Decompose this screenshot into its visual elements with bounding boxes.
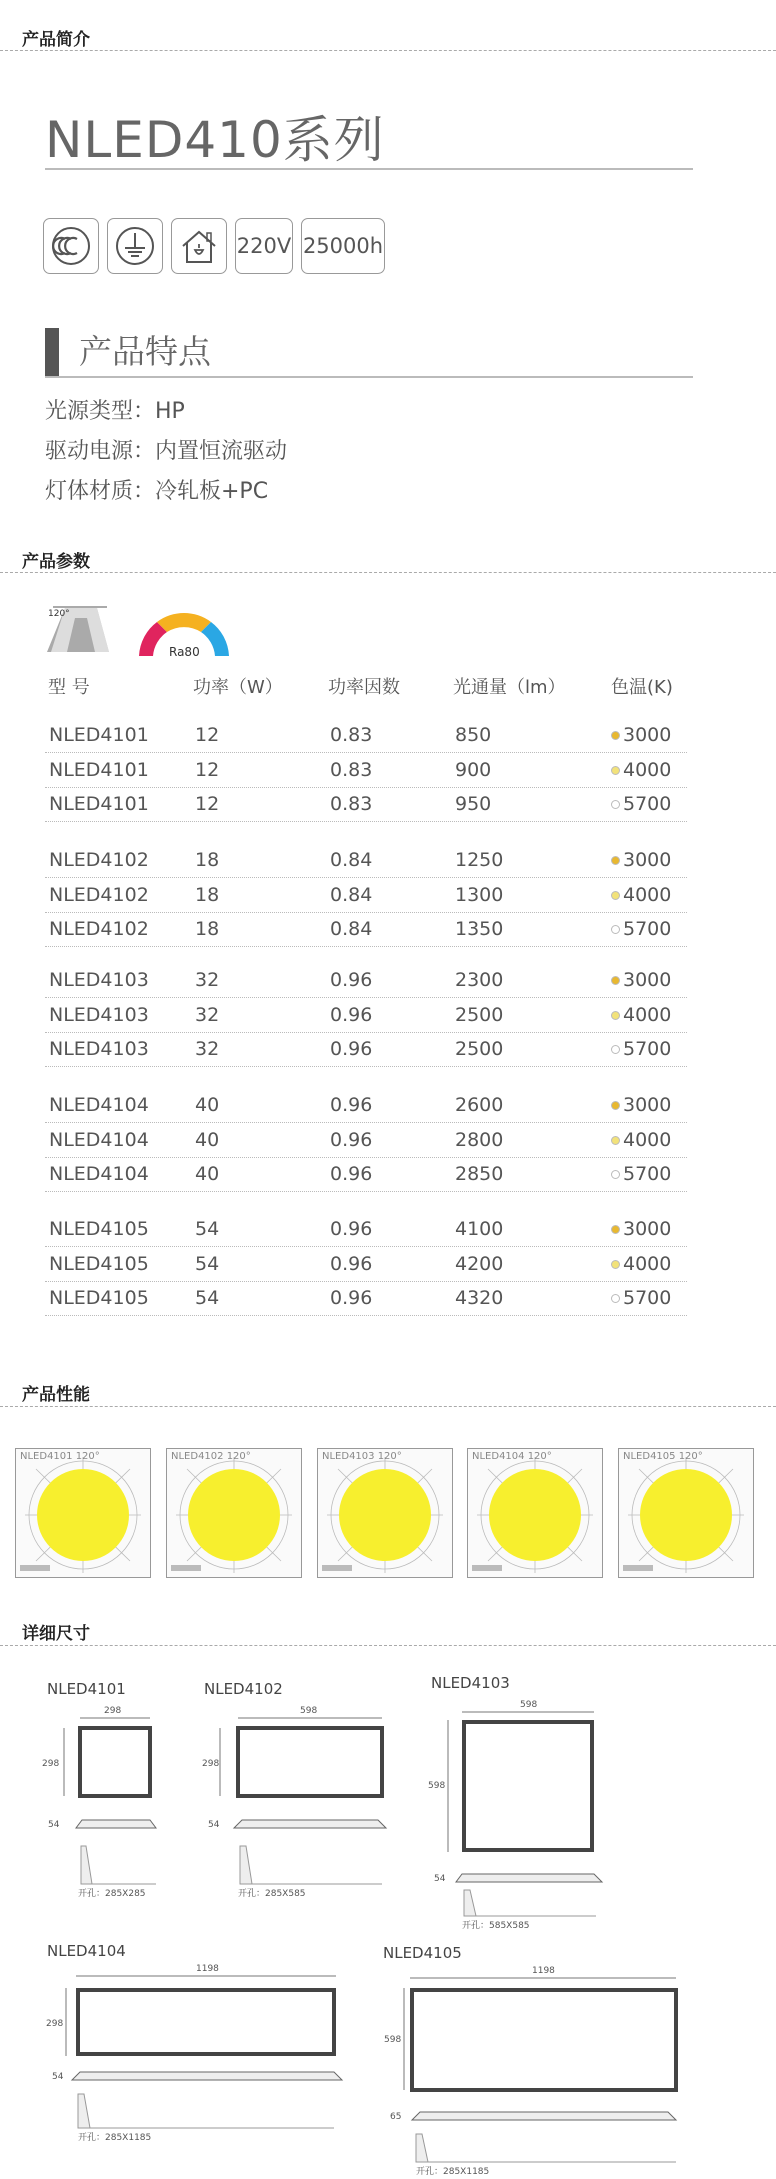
cell-luminous-flux: 1300 (455, 883, 504, 906)
cell-luminous-flux: 900 (455, 758, 492, 781)
feature-material: 灯体材质：冷轧板+PC (45, 479, 269, 504)
color-temp-dot-icon (611, 976, 620, 985)
beam-angle-icon (47, 606, 113, 660)
cell-luminous-flux: 2850 (455, 1163, 504, 1185)
beam-angle-label: 120° (48, 609, 70, 619)
table-row (45, 998, 687, 1033)
color-temp-dot-icon (611, 731, 620, 740)
cell-power: 32 (195, 1003, 220, 1026)
svg-text:298: 298 (104, 1706, 122, 1716)
section-divider (0, 1645, 776, 1646)
cell-model: NLED4102 (49, 918, 149, 940)
cell-model: NLED4102 (49, 883, 149, 906)
dim-model-4103: NLED4103 (431, 1674, 510, 1692)
table-row (45, 1032, 687, 1067)
cell-power-factor: 0.83 (330, 724, 373, 746)
section-divider (0, 572, 776, 573)
chart-label: NLED4102 120° (171, 1451, 251, 1462)
certification-badges (43, 218, 385, 274)
svg-text:598: 598 (384, 2035, 402, 2045)
features-underline (45, 376, 693, 378)
table-row (45, 1088, 687, 1123)
chart-label: NLED4105 120° (623, 1451, 703, 1462)
cell-power: 40 (195, 1163, 220, 1185)
color-temp-dot-icon (611, 766, 620, 775)
cell-luminous-flux: 850 (455, 724, 492, 746)
cell-power: 32 (195, 1038, 220, 1060)
dim-drawing-4101 (42, 1700, 166, 1900)
cell-luminous-flux: 1350 (455, 918, 504, 940)
cell-color-temp: 4000 (611, 759, 671, 781)
section-divider (0, 50, 776, 51)
table-row (45, 878, 687, 913)
cell-luminous-flux: 4320 (455, 1287, 504, 1309)
cell-color-temp: 5700 (611, 918, 671, 940)
cell-power-factor: 0.84 (330, 849, 373, 871)
dim-drawing-4103 (426, 1694, 616, 1934)
svg-text:1198: 1198 (532, 1966, 555, 1976)
table-row (45, 1247, 687, 1282)
color-temp-dot-icon (611, 856, 620, 865)
col-header-power-factor: 功率因数 (328, 677, 400, 698)
cell-model: NLED4105 (49, 1218, 149, 1240)
col-header-color-temp: 色温(K) (611, 677, 673, 698)
cell-power-factor: 0.84 (330, 918, 373, 940)
cell-luminous-flux: 1250 (455, 849, 504, 871)
chart-label: NLED4101 120° (20, 1451, 100, 1462)
col-header-power: 功率（W） (193, 677, 283, 698)
cell-power-factor: 0.96 (330, 1252, 373, 1275)
color-temp-dot-icon (611, 1045, 620, 1054)
color-temp-dot-icon (611, 925, 620, 934)
light-distribution-chart (166, 1448, 302, 1578)
cell-luminous-flux: 4200 (455, 1252, 504, 1275)
color-temp-dot-icon (611, 1294, 620, 1303)
cell-model: NLED4102 (49, 849, 149, 871)
ground-symbol-icon (107, 218, 163, 274)
svg-text:开孔：285X285: 开孔：285X285 (78, 1889, 146, 1899)
cell-power-factor: 0.96 (330, 1003, 373, 1026)
cell-power-factor: 0.96 (330, 1287, 373, 1309)
cell-power: 12 (195, 724, 220, 746)
cell-power-factor: 0.96 (330, 1128, 373, 1151)
cell-power-factor: 0.84 (330, 883, 373, 906)
cell-model: NLED4103 (49, 1003, 149, 1026)
cell-power-factor: 0.96 (330, 969, 373, 991)
color-temp-dot-icon (611, 1170, 620, 1179)
cell-power: 40 (195, 1094, 220, 1116)
cell-power-factor: 0.96 (330, 1038, 373, 1060)
cell-color-temp: 5700 (611, 1287, 671, 1309)
cell-power-factor: 0.96 (330, 1218, 373, 1240)
dim-model-4104: NLED4104 (47, 1942, 126, 1960)
cell-power-factor: 0.96 (330, 1163, 373, 1185)
table-row (45, 1212, 687, 1247)
col-header-luminous-flux: 光通量（lm） (453, 677, 566, 698)
cell-power: 54 (195, 1287, 220, 1309)
color-temp-dot-icon (611, 1225, 620, 1234)
cell-color-temp: 3000 (611, 969, 671, 991)
color-temp-dot-icon (611, 1101, 620, 1110)
table-row (45, 963, 687, 998)
svg-text:298: 298 (202, 1759, 220, 1769)
dim-drawing-4102 (202, 1700, 392, 1900)
cell-luminous-flux: 2300 (455, 969, 504, 991)
section-title-performance: 产品性能 (22, 1385, 90, 1405)
dim-drawing-4104 (44, 1960, 354, 2150)
svg-text:598: 598 (300, 1706, 318, 1716)
cell-power: 32 (195, 969, 220, 991)
color-rendering-icon (131, 604, 237, 664)
section-title-intro: 产品简介 (22, 30, 90, 50)
dim-drawing-4105 (380, 1962, 700, 2177)
series-underline (45, 168, 693, 170)
section-title-dimensions: 详细尺寸 (22, 1624, 90, 1644)
cell-power: 12 (195, 793, 220, 815)
color-temp-dot-icon (611, 1260, 620, 1269)
table-row (45, 843, 687, 878)
svg-text:54: 54 (52, 2072, 64, 2082)
table-row (45, 787, 687, 822)
color-temp-dot-icon (611, 1136, 620, 1145)
cell-luminous-flux: 2500 (455, 1003, 504, 1026)
ra-label: Ra80 (169, 645, 200, 659)
lifetime-badge: 25000h (301, 218, 385, 274)
dim-model-4105: NLED4105 (383, 1944, 462, 1962)
table-row (45, 1281, 687, 1316)
table-row (45, 1157, 687, 1192)
cell-luminous-flux: 2600 (455, 1094, 504, 1116)
chart-label: NLED4104 120° (472, 1451, 552, 1462)
color-temp-dot-icon (611, 1011, 620, 1020)
light-distribution-chart (15, 1448, 151, 1578)
cell-model: NLED4105 (49, 1287, 149, 1309)
color-temp-dot-icon (611, 891, 620, 900)
cell-model: NLED4105 (49, 1252, 149, 1275)
cell-color-temp: 4000 (611, 1129, 671, 1151)
svg-text:开孔：285X1185: 开孔：285X1185 (416, 2167, 490, 2177)
cell-luminous-flux: 2500 (455, 1038, 504, 1060)
svg-text:1198: 1198 (196, 1964, 219, 1974)
cell-luminous-flux: 2800 (455, 1128, 504, 1151)
feature-light-source: 光源类型：HP (45, 399, 185, 424)
cell-power-factor: 0.83 (330, 793, 373, 815)
cell-power-factor: 0.96 (330, 1094, 373, 1116)
color-temp-dot-icon (611, 800, 620, 809)
table-row (45, 912, 687, 947)
svg-text:598: 598 (428, 1781, 446, 1791)
cell-model: NLED4103 (49, 969, 149, 991)
feature-driver: 驱动电源：内置恒流驱动 (45, 439, 288, 464)
svg-text:开孔：585X585: 开孔：585X585 (462, 1921, 530, 1931)
cell-model: NLED4104 (49, 1094, 149, 1116)
indoor-lamp-icon (171, 218, 227, 274)
table-row (45, 753, 687, 788)
chart-label: NLED4103 120° (322, 1451, 402, 1462)
cell-model: NLED4104 (49, 1128, 149, 1151)
cell-luminous-flux: 950 (455, 793, 492, 815)
cell-luminous-flux: 4100 (455, 1218, 504, 1240)
voltage-badge: 220V (235, 218, 293, 274)
dim-model-4101: NLED4101 (47, 1680, 126, 1698)
cell-power: 54 (195, 1252, 220, 1275)
cell-model: NLED4101 (49, 793, 149, 815)
svg-text:开孔：285X585: 开孔：285X585 (238, 1889, 306, 1899)
cell-power: 54 (195, 1218, 220, 1240)
cell-color-temp: 4000 (611, 1253, 671, 1275)
svg-text:598: 598 (520, 1700, 538, 1710)
svg-text:298: 298 (42, 1759, 60, 1769)
cell-color-temp: 3000 (611, 1094, 671, 1116)
cell-color-temp: 4000 (611, 884, 671, 906)
cell-model: NLED4101 (49, 758, 149, 781)
table-row (45, 718, 687, 753)
dim-model-4102: NLED4102 (204, 1680, 283, 1698)
light-distribution-chart (467, 1448, 603, 1578)
series-title: NLED410系列 (45, 111, 385, 169)
light-distribution-chart (317, 1448, 453, 1578)
cell-color-temp: 5700 (611, 1163, 671, 1185)
features-heading: 产品特点 (45, 328, 211, 376)
cell-color-temp: 3000 (611, 1218, 671, 1240)
cell-model: NLED4101 (49, 724, 149, 746)
cell-power: 40 (195, 1128, 220, 1151)
section-divider (0, 1406, 776, 1407)
cell-power: 12 (195, 758, 220, 781)
col-header-model: 型 号 (48, 677, 90, 698)
section-title-params: 产品参数 (22, 552, 90, 572)
ccc-mark-icon (43, 218, 99, 274)
cell-color-temp: 5700 (611, 1038, 671, 1060)
cell-color-temp: 3000 (611, 849, 671, 871)
cell-power: 18 (195, 849, 220, 871)
cell-color-temp: 5700 (611, 793, 671, 815)
cell-model: NLED4104 (49, 1163, 149, 1185)
cell-power: 18 (195, 883, 220, 906)
svg-text:65: 65 (390, 2112, 402, 2122)
svg-text:54: 54 (434, 1874, 446, 1884)
cell-model: NLED4103 (49, 1038, 149, 1060)
cell-color-temp: 3000 (611, 724, 671, 746)
svg-text:54: 54 (208, 1820, 220, 1830)
svg-text:开孔：285X1185: 开孔：285X1185 (78, 2133, 152, 2143)
svg-text:54: 54 (48, 1820, 60, 1830)
light-distribution-chart (618, 1448, 754, 1578)
cell-power: 18 (195, 918, 220, 940)
cell-color-temp: 4000 (611, 1004, 671, 1026)
svg-text:298: 298 (46, 2019, 64, 2029)
table-row (45, 1123, 687, 1158)
cell-power-factor: 0.83 (330, 758, 373, 781)
